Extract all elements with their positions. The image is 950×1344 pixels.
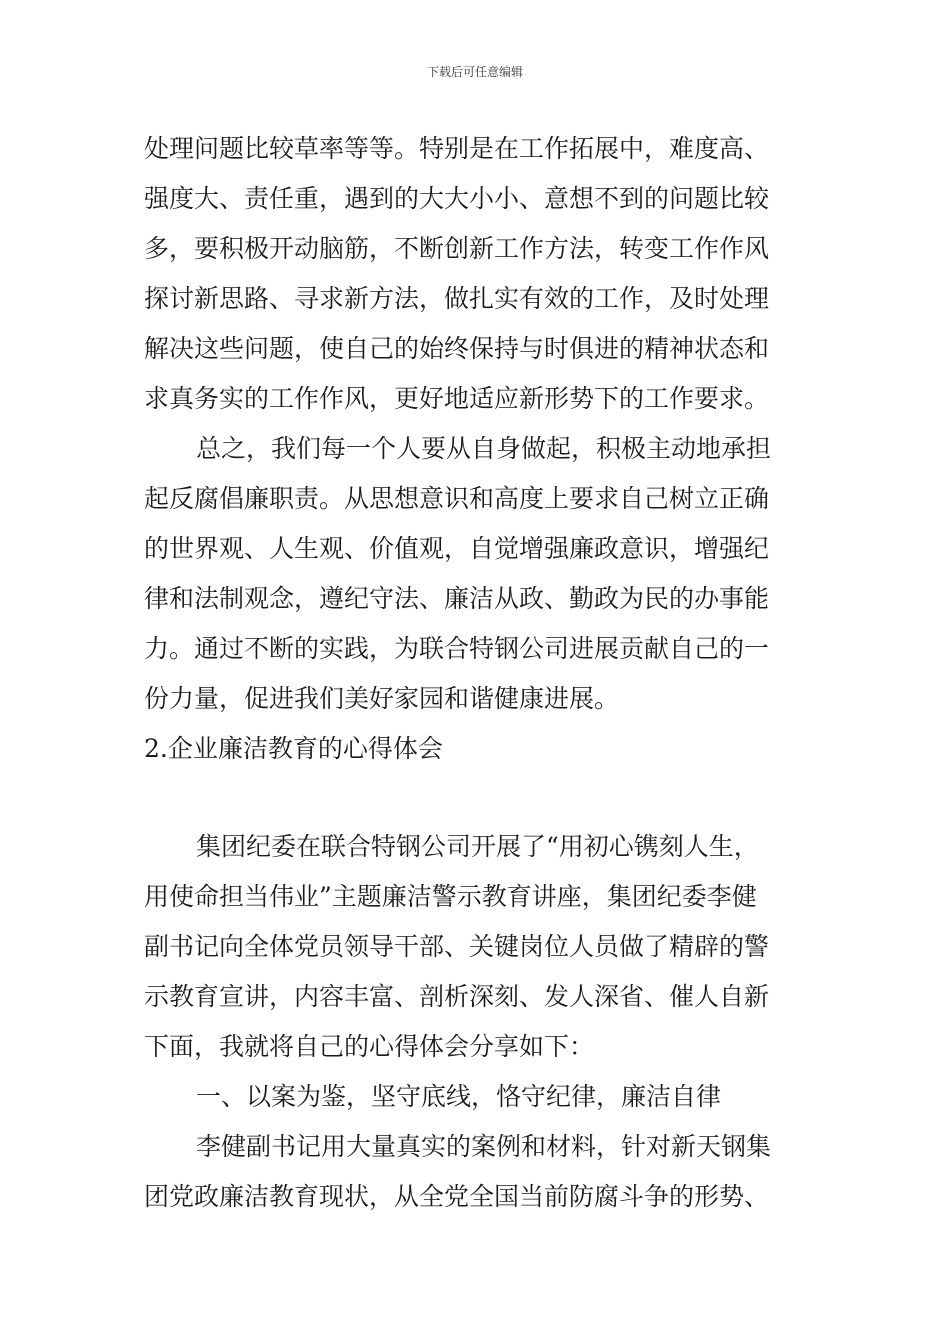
paragraph-line: 集团纪委在联合特钢公司开展了“用初心镌刻人生， <box>196 832 759 861</box>
paragraph-line: 团党政廉洁教育现状，从全党全国当前防腐斗争的形势、 <box>144 1182 770 1211</box>
paragraph-2 <box>144 424 814 724</box>
document-body <box>144 124 814 1222</box>
paragraph-line: 下面，我就将自己的心得体会分享如下： <box>144 1032 595 1061</box>
paragraph-line: 力。通过不断的实践，为联合特钢公司进展贡献自己的一 <box>144 634 770 663</box>
paragraph-line: 强度大、责任重，遇到的大大小小、意想不到的问题比较 <box>144 184 770 213</box>
section-heading: 2.企业廉洁教育的心得体会 <box>144 734 443 763</box>
paragraph-line: 求真务实的工作作风，更好地适应新形势下的工作要求。 <box>144 384 770 413</box>
subheading-text: 一、以案为鉴，坚守底线，恪守纪律，廉洁自律 <box>196 1082 722 1111</box>
paragraph-line: 示教育宣讲，内容丰富、剖析深刻、发人深省、催人自新 <box>144 982 770 1011</box>
paragraph-line: 用使命担当伟业”主题廉洁警示教育讲座，集团纪委李健 <box>144 882 757 911</box>
paragraph-3 <box>144 822 814 1072</box>
blank-line <box>144 774 814 822</box>
paragraph-line: 份力量，促进我们美好家园和谐健康进展。 <box>144 684 620 713</box>
page-header: 下载后可任意编辑 <box>426 65 523 79</box>
paragraph-line: 探讨新思路、寻求新方法，做扎实有效的工作，及时处理 <box>144 284 770 313</box>
paragraph-line: 多，要积极开动脑筋，不断创新工作方法，转变工作作风 <box>144 234 770 263</box>
paragraph-4 <box>144 1122 814 1222</box>
paragraph-line: 处理问题比较草率等等。特别是在工作拓展中，难度高、 <box>144 134 770 163</box>
paragraph-line: 副书记向全体党员领导干部、关键岗位人员做了精辟的警 <box>144 932 770 961</box>
subheading <box>144 1072 814 1122</box>
paragraph-line: 起反腐倡廉职责。从思想意识和高度上要求自己树立正确 <box>144 484 770 513</box>
paragraph-line: 李健副书记用大量真实的案例和材料，针对新天钢集 <box>196 1132 772 1161</box>
paragraph-line: 律和法制观念，遵纪守法、廉洁从政、勤政为民的办事能 <box>144 584 770 613</box>
paragraph-1 <box>144 124 814 424</box>
paragraph-line: 解决这些问题，使自己的始终保持与时俱进的精神状态和 <box>144 334 770 363</box>
paragraph-line: 总之，我们每一个人要从自身做起，积极主动地承担 <box>196 434 772 463</box>
paragraph-line: 的世界观、人生观、价值观，自觉增强廉政意识，增强纪 <box>144 534 770 563</box>
